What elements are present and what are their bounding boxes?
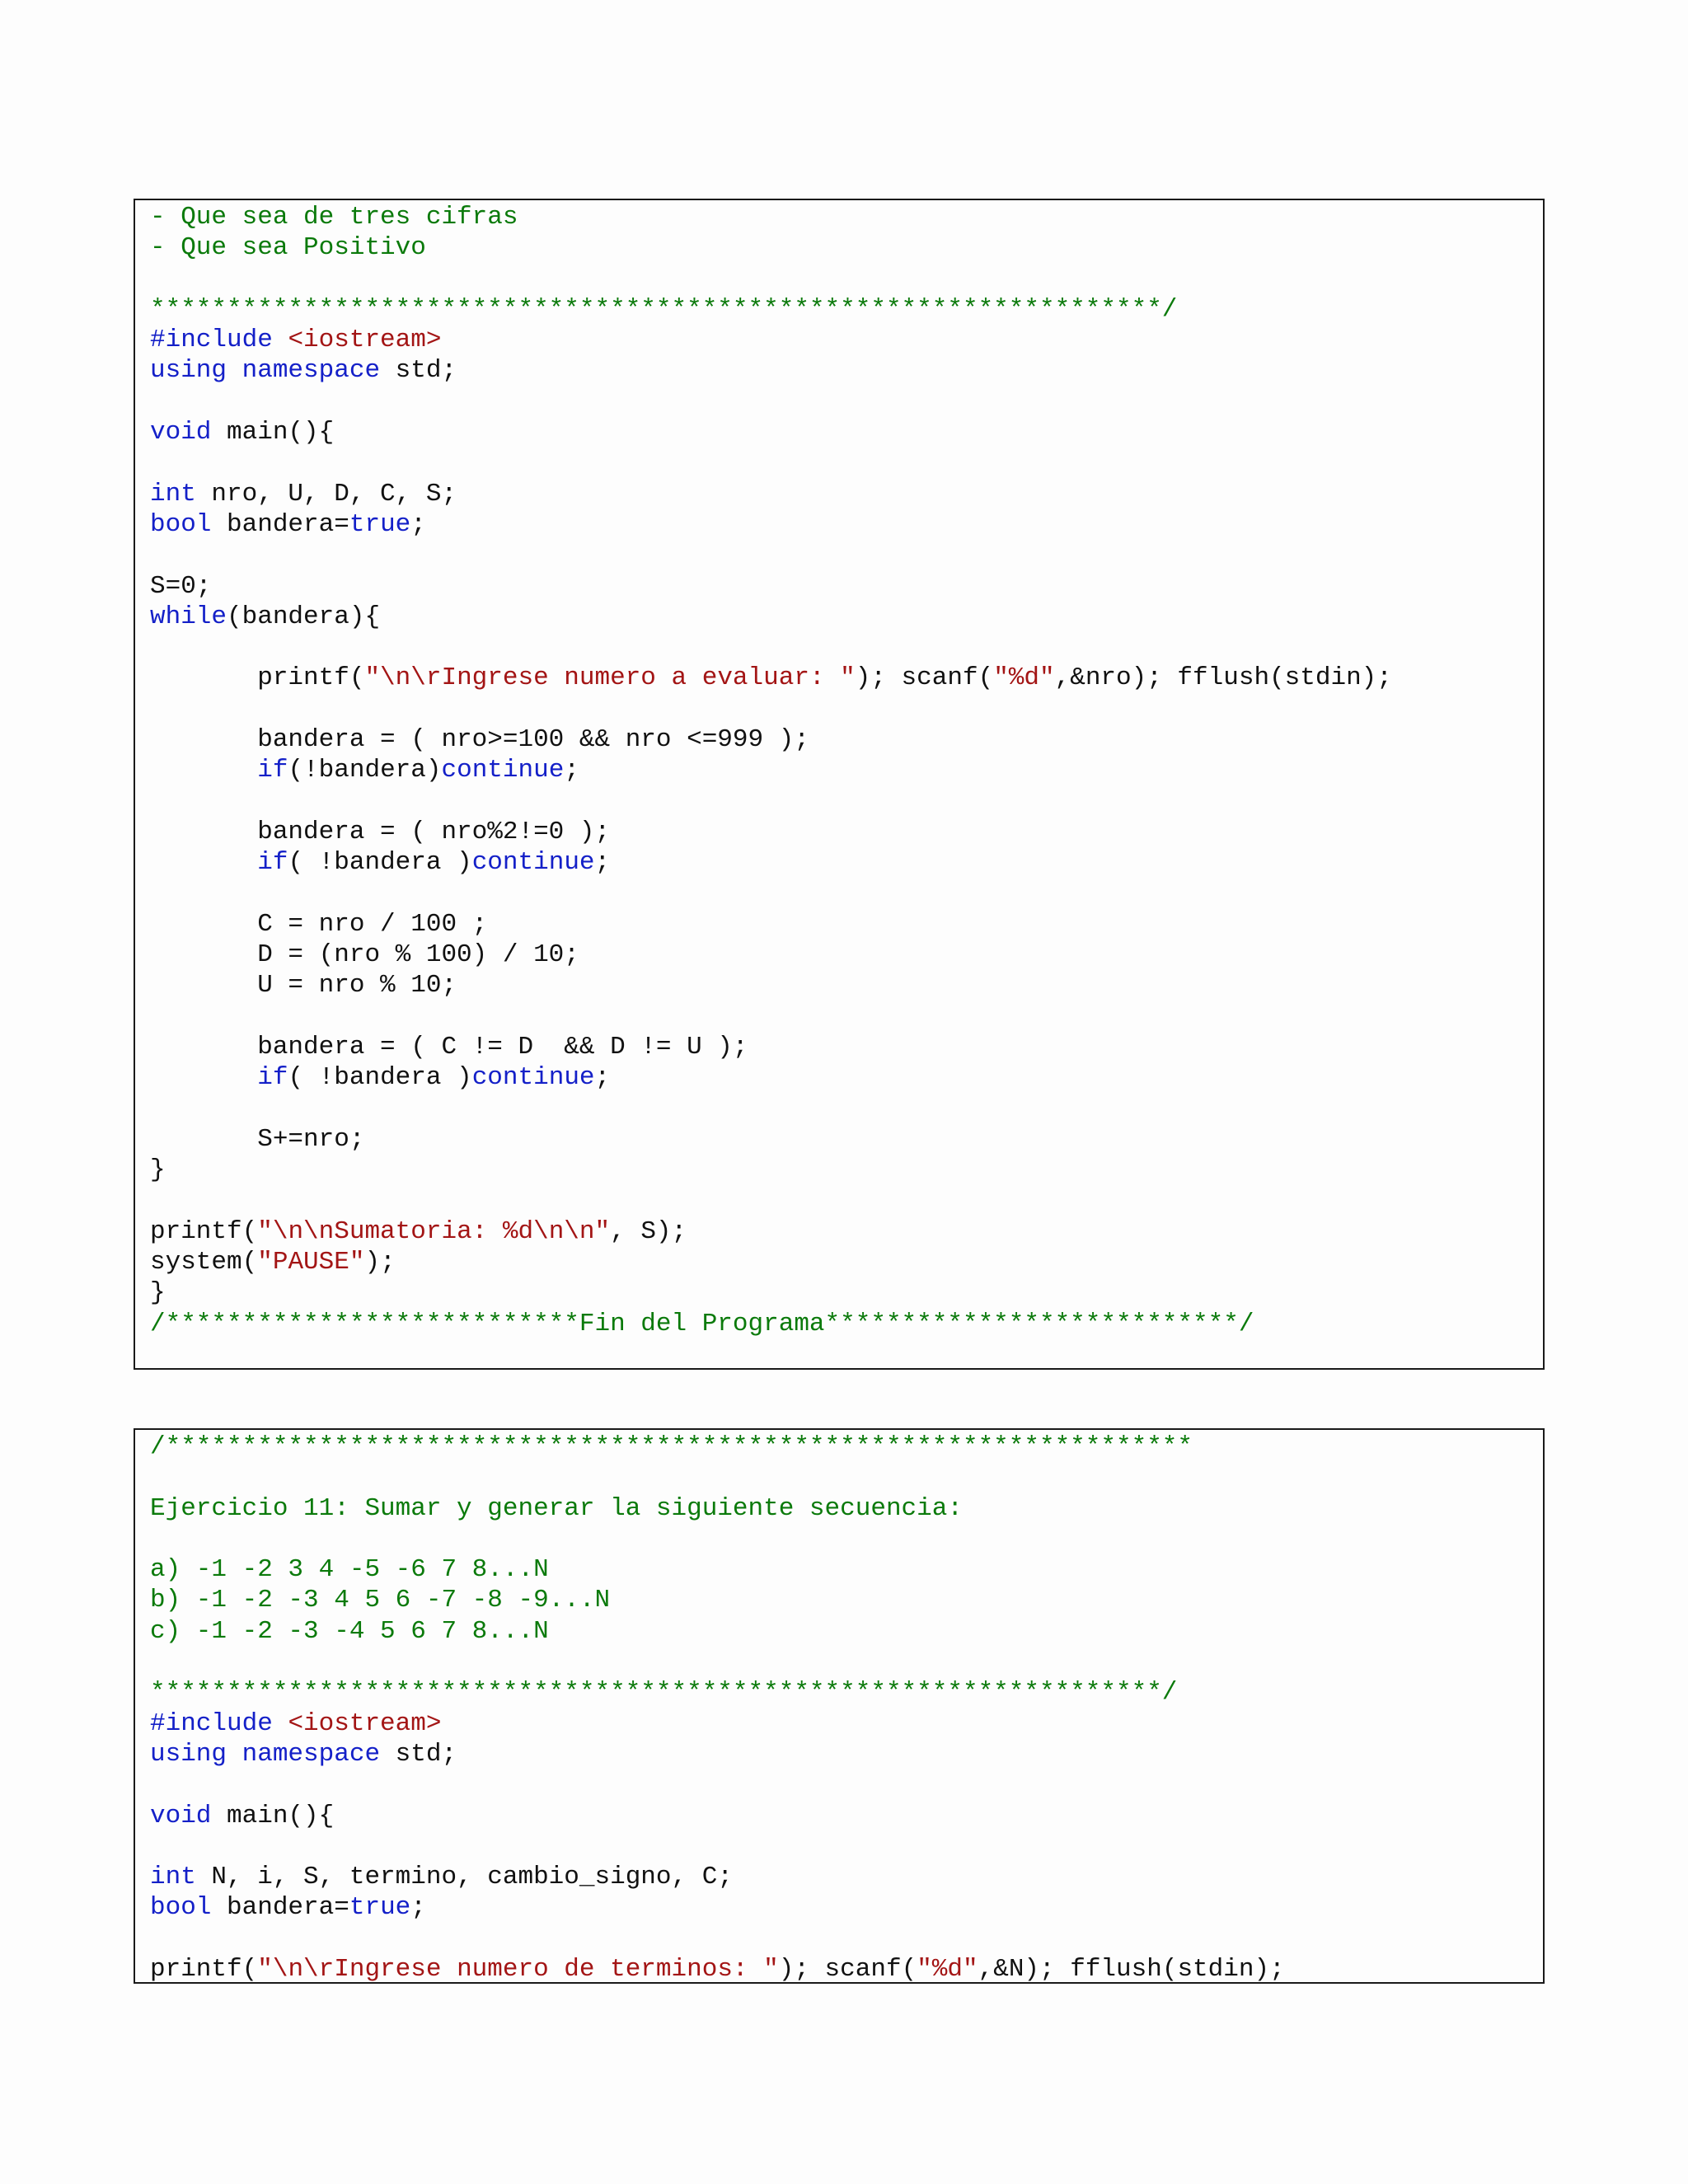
- code-line: [150, 1708, 1285, 1739]
- code-line: [150, 1216, 1392, 1247]
- code-token: );: [364, 1248, 396, 1277]
- code-line: [150, 909, 1392, 940]
- keyword-token: #include: [150, 326, 288, 355]
- code-line: [150, 847, 1392, 878]
- code-token: (!bandera): [288, 756, 442, 785]
- code-token: ( !bandera ): [288, 1063, 472, 1093]
- code-listing-2: [134, 1428, 1545, 1984]
- code-token: U = nro % 10;: [150, 971, 457, 1001]
- code-token: bandera = ( nro>=100 && nro <=999 );: [150, 725, 809, 755]
- code-line: [150, 355, 1392, 386]
- code-token: ;: [594, 1063, 611, 1093]
- code-token: S+=nro;: [150, 1124, 365, 1154]
- keyword-token: int: [150, 479, 196, 509]
- code-line: [150, 1585, 1285, 1615]
- code-token: [150, 1063, 257, 1092]
- code-token: std;: [380, 1739, 457, 1769]
- keyword-token: true: [349, 509, 411, 539]
- string-token: "%d": [993, 663, 1055, 693]
- keyword-token: #include: [150, 1708, 288, 1738]
- keyword-token: if: [257, 1063, 288, 1093]
- code-line: [150, 1769, 1285, 1800]
- code-line: [150, 479, 1392, 509]
- code-line: [150, 1739, 1285, 1769]
- code-line: [150, 1801, 1285, 1831]
- code-token: main(){: [211, 1801, 335, 1830]
- code-line: [150, 970, 1392, 1001]
- comment-token: a) -1 -2 3 4 -5 -6 7 8...N: [150, 1555, 549, 1585]
- code-line: [150, 387, 1392, 417]
- code-line: [150, 294, 1392, 325]
- code-token: C = nro / 100 ;: [150, 909, 488, 939]
- code-token: }: [150, 1278, 166, 1308]
- code-token: nro, U, D, C, S;: [195, 479, 457, 509]
- code-line: [150, 1677, 1285, 1708]
- code-line: [150, 202, 1392, 232]
- code-line: [150, 448, 1392, 478]
- code-line: [150, 786, 1392, 817]
- code-line: [150, 1554, 1285, 1585]
- keyword-token: bool: [150, 1893, 212, 1923]
- code-token: ( !bandera ): [288, 848, 472, 878]
- code-token: [150, 756, 257, 785]
- code-line: [150, 1954, 1285, 1984]
- code-token: printf(: [150, 1955, 258, 1984]
- code-line: [150, 1032, 1392, 1062]
- code-token: D = (nro % 100) / 10;: [150, 940, 579, 970]
- code-line: [150, 1062, 1392, 1093]
- code-line: [150, 232, 1392, 263]
- code-token: [150, 848, 257, 877]
- code-line: [150, 724, 1392, 755]
- code-token: ); scanf(: [855, 663, 994, 693]
- code-token: S=0;: [150, 571, 212, 601]
- keyword-token: int: [150, 1863, 196, 1892]
- code-token: bandera = ( nro%2!=0 );: [150, 817, 611, 846]
- code-token: ;: [594, 848, 611, 878]
- code-token: main(){: [211, 418, 335, 448]
- code-token: ); scanf(: [778, 1955, 917, 1984]
- code-line: [150, 417, 1392, 448]
- comment-token: Ejercicio 11: Sumar y generar la siguiente secuencia:: [150, 1493, 963, 1523]
- code-line: [150, 571, 1392, 602]
- keyword-token: continue: [441, 756, 565, 785]
- code-line: [150, 325, 1392, 355]
- code-token: , S);: [610, 1216, 687, 1246]
- code-token: [227, 356, 242, 385]
- code-token: bandera = ( C != D && D != U );: [150, 1033, 748, 1062]
- code-token: bandera=: [211, 509, 349, 539]
- string-token: "\n\rIngrese numero a evaluar: ": [364, 663, 856, 693]
- keyword-token: true: [349, 1893, 411, 1923]
- code-token: ;: [410, 1893, 426, 1923]
- code-line: [150, 509, 1392, 540]
- code-token: printf(: [150, 1216, 258, 1246]
- code-token: }: [150, 1155, 166, 1185]
- code-token: N, i, S, termino, cambio_signo, C;: [195, 1863, 733, 1892]
- code-line: [150, 264, 1392, 294]
- code-line: [150, 940, 1392, 970]
- code-line: [150, 632, 1392, 663]
- code-token: (bandera){: [227, 602, 381, 631]
- code-text-2: [150, 1432, 1285, 1984]
- code-token: ;: [410, 509, 426, 539]
- keyword-token: using: [150, 356, 227, 386]
- code-line: [150, 1616, 1285, 1647]
- keyword-token: using: [150, 1739, 227, 1769]
- code-line: [150, 1892, 1285, 1923]
- code-line: [150, 879, 1392, 909]
- string-token: "\n\nSumatoria: %d\n\n": [257, 1216, 611, 1246]
- code-line: [150, 1647, 1285, 1677]
- code-line: [150, 1124, 1392, 1155]
- code-line: [150, 540, 1392, 570]
- code-listing-1: [134, 199, 1545, 1370]
- keyword-token: if: [257, 848, 288, 878]
- comment-token: c) -1 -2 -3 -4 5 6 7 8...N: [150, 1616, 549, 1646]
- string-token: "%d": [917, 1955, 978, 1984]
- code-line: [150, 1493, 1285, 1524]
- keyword-token: bool: [150, 509, 212, 539]
- keyword-token: namespace: [241, 356, 381, 386]
- code-token: printf(: [150, 663, 365, 693]
- code-token: std;: [380, 356, 457, 386]
- code-line: [150, 1462, 1285, 1493]
- code-text-1: [150, 202, 1392, 1339]
- code-token: ,&N); fflush(stdin);: [978, 1955, 1285, 1984]
- keyword-token: if: [257, 756, 288, 785]
- code-line: [150, 1924, 1285, 1954]
- code-token: ,&nro); fflush(stdin);: [1054, 663, 1392, 693]
- comment-token: b) -1 -2 -3 4 5 6 -7 -8 -9...N: [150, 1586, 611, 1615]
- comment-token: - Que sea Positivo: [150, 233, 426, 263]
- comment-token: /***************************Fin del Programa***************************/: [150, 1309, 1254, 1338]
- code-line: [150, 817, 1392, 847]
- code-token: [227, 1740, 242, 1769]
- code-line: [150, 1524, 1285, 1554]
- code-line: [150, 694, 1392, 724]
- code-line: [150, 1001, 1392, 1032]
- code-token: system(: [150, 1248, 258, 1277]
- code-line: [150, 1155, 1392, 1185]
- comment-token: - Que sea de tres cifras: [150, 203, 518, 232]
- keyword-token: continue: [471, 848, 595, 878]
- code-line: [150, 1094, 1392, 1124]
- comment-token: ******************************************************************/: [150, 1678, 1178, 1708]
- string-token: <iostream>: [288, 1708, 442, 1738]
- code-token: bandera=: [211, 1893, 349, 1923]
- string-token: "\n\rIngrese numero de terminos: ": [257, 1955, 779, 1984]
- keyword-token: namespace: [241, 1739, 381, 1769]
- code-line: [150, 1309, 1392, 1339]
- string-token: "PAUSE": [257, 1248, 365, 1277]
- keyword-token: void: [150, 1801, 212, 1830]
- keyword-token: continue: [471, 1063, 595, 1093]
- code-line: [150, 663, 1392, 693]
- comment-token: /*******************************************************************: [150, 1432, 1193, 1461]
- code-line: [150, 1186, 1392, 1216]
- code-line: [150, 755, 1392, 785]
- code-line: [150, 1862, 1285, 1892]
- comment-token: ******************************************************************/: [150, 294, 1178, 324]
- code-token: ;: [564, 756, 579, 785]
- code-line: [150, 602, 1392, 632]
- code-line: [150, 1831, 1285, 1862]
- string-token: <iostream>: [288, 326, 442, 355]
- keyword-token: void: [150, 418, 212, 448]
- code-line: [150, 1247, 1392, 1277]
- code-line: [150, 1277, 1392, 1308]
- code-line: [150, 1432, 1285, 1462]
- keyword-token: while: [150, 602, 227, 631]
